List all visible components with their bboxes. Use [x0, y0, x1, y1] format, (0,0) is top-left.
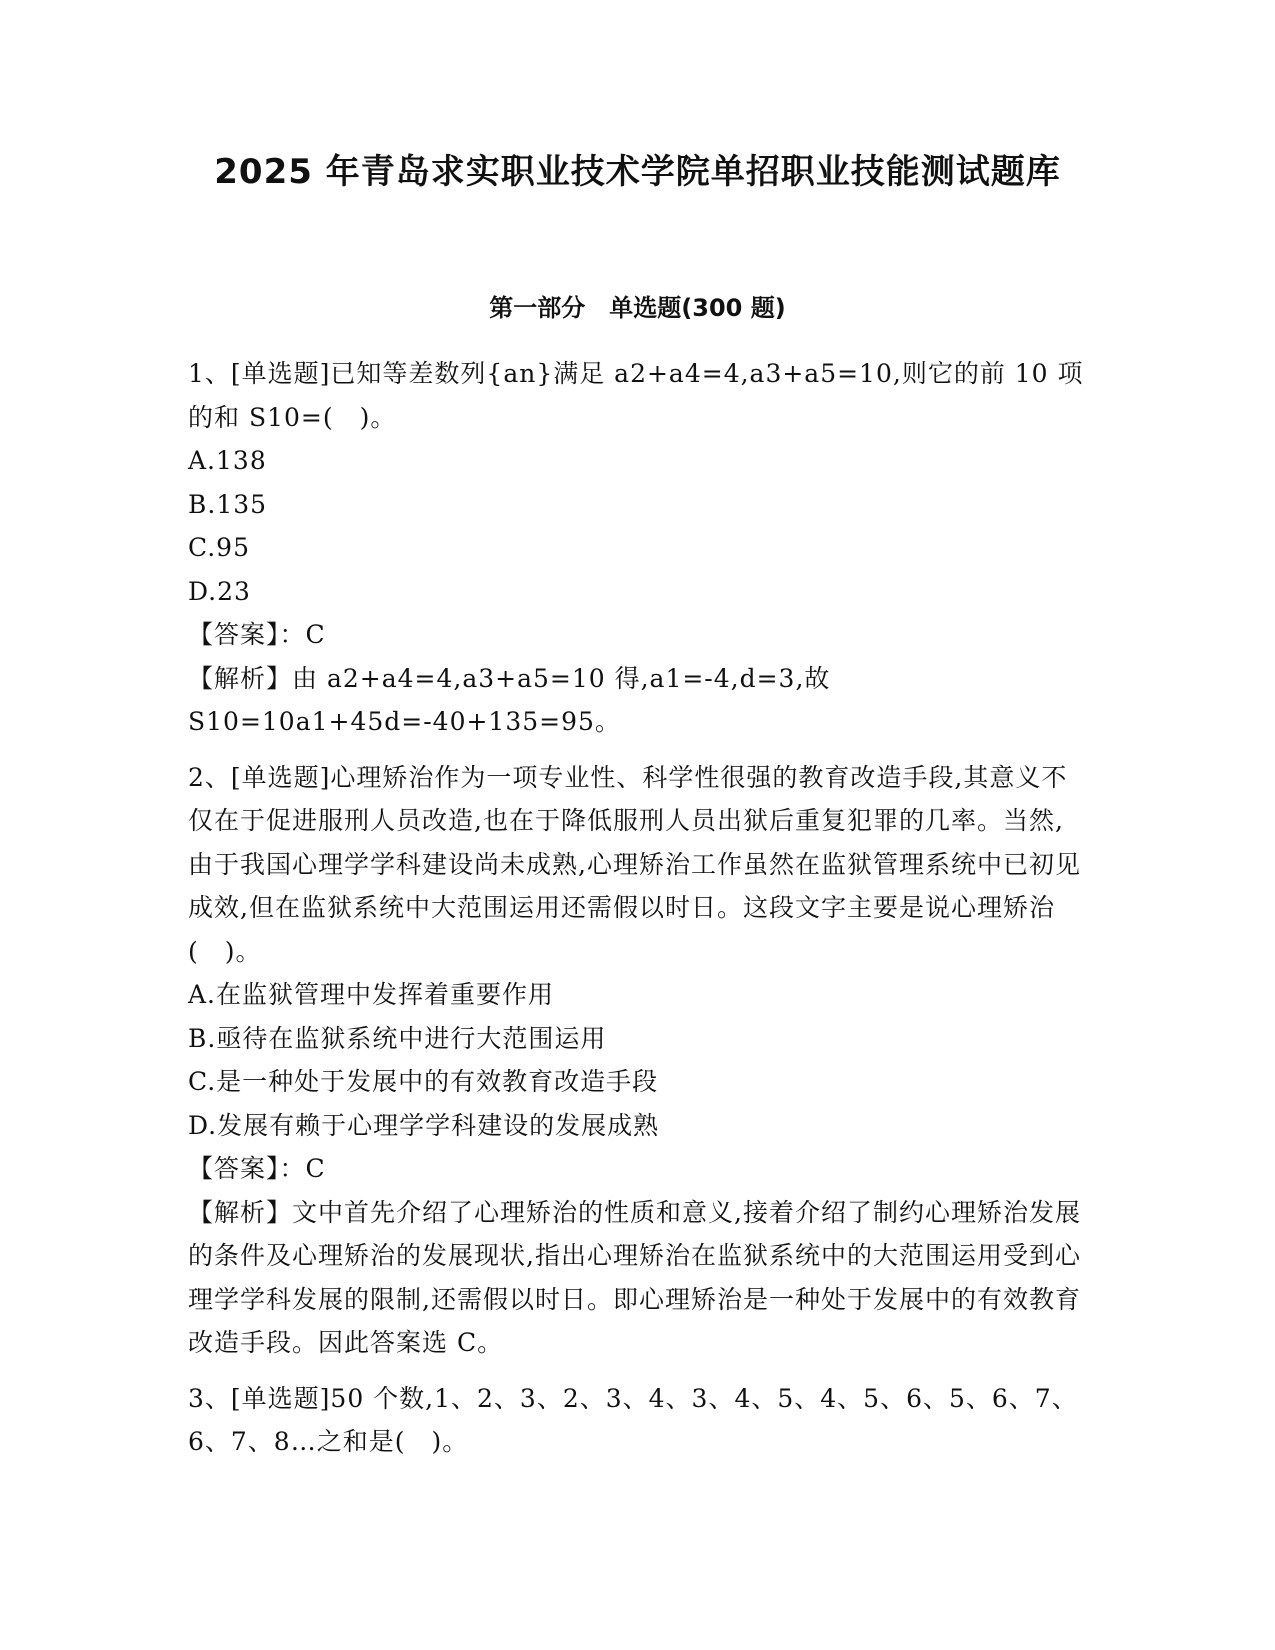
question-stem: 2、[单选题]心理矫治作为一项专业性、科学性很强的教育改造手段,其意义不仅在于促进服刑人员改造,也在于降低服刑人员出狱后重复犯罪的几率。当然,由于我国心理学学科建设尚未成熟,心理矫治工作虽然在监狱管理系统中已初见成效,但在监狱系统中大范围运用还需假以时日。这段文字主要是说心理矫治( )。 [188, 762, 1081, 966]
answer-line [188, 1147, 1088, 1191]
answer-label: 【答案】： [188, 1154, 306, 1183]
question-stem: 1、[单选题]已知等差数列{an}满足 a2+a4=4,a3+a5=10,则它的前 10 项的和 S10=( )。 [188, 359, 1084, 432]
question-3 [188, 1377, 1088, 1464]
question-1 [188, 352, 1088, 744]
analysis-text: 文中首先介绍了心理矫治的性质和意义,接着介绍了制约心理矫治发展的条件及心理矫治的发展现状,指出心理矫治在监狱系统中的大范围运用受到心理学学科发展的限制,还需假以时日。即心理矫治是一种处于发展中的有效教育改造手段。因此答案选 C。 [188, 1197, 1081, 1357]
section-title: 第一部分 单选题(300 题) [489, 294, 786, 322]
option-a: A.在监狱管理中发挥着重要作用 [188, 980, 555, 1009]
option-c: C.95 [188, 533, 250, 562]
option-a: A.138 [188, 446, 267, 475]
answer-value: C [305, 620, 326, 649]
analysis-line [188, 1191, 1088, 1365]
answer-label: 【答案】： [188, 620, 306, 649]
question-stem: 3、[单选题]50 个数,1、2、3、2、3、4、3、4、5、4、5、6、5、6、7、6、7、8…之和是( )。 [188, 1383, 1078, 1456]
answer-line [188, 613, 1088, 657]
option-b: B.135 [188, 489, 268, 519]
answer-value: C [305, 1154, 326, 1183]
question-list [188, 352, 1088, 1476]
document-title: 2025 年青岛求实职业技术学院单招职业技能测试题库 [214, 152, 1061, 192]
option-c: C.是一种处于发展中的有效教育改造手段 [188, 1067, 659, 1096]
analysis-line [188, 657, 1088, 744]
option-d: D.23 [188, 576, 251, 606]
question-2 [188, 756, 1088, 1365]
option-b: B.亟待在监狱系统中进行大范围运用 [188, 1023, 607, 1053]
option-d: D.发展有赖于心理学学科建设的发展成熟 [188, 1110, 660, 1140]
analysis-label: 【解析】 [188, 1197, 293, 1227]
analysis-text: 由 a2+a4=4,a3+a5=10 得,a1=-4,d=3,故 S10=10a1+45d=-40+135=95。 [188, 663, 840, 736]
analysis-label: 【解析】 [188, 663, 293, 693]
